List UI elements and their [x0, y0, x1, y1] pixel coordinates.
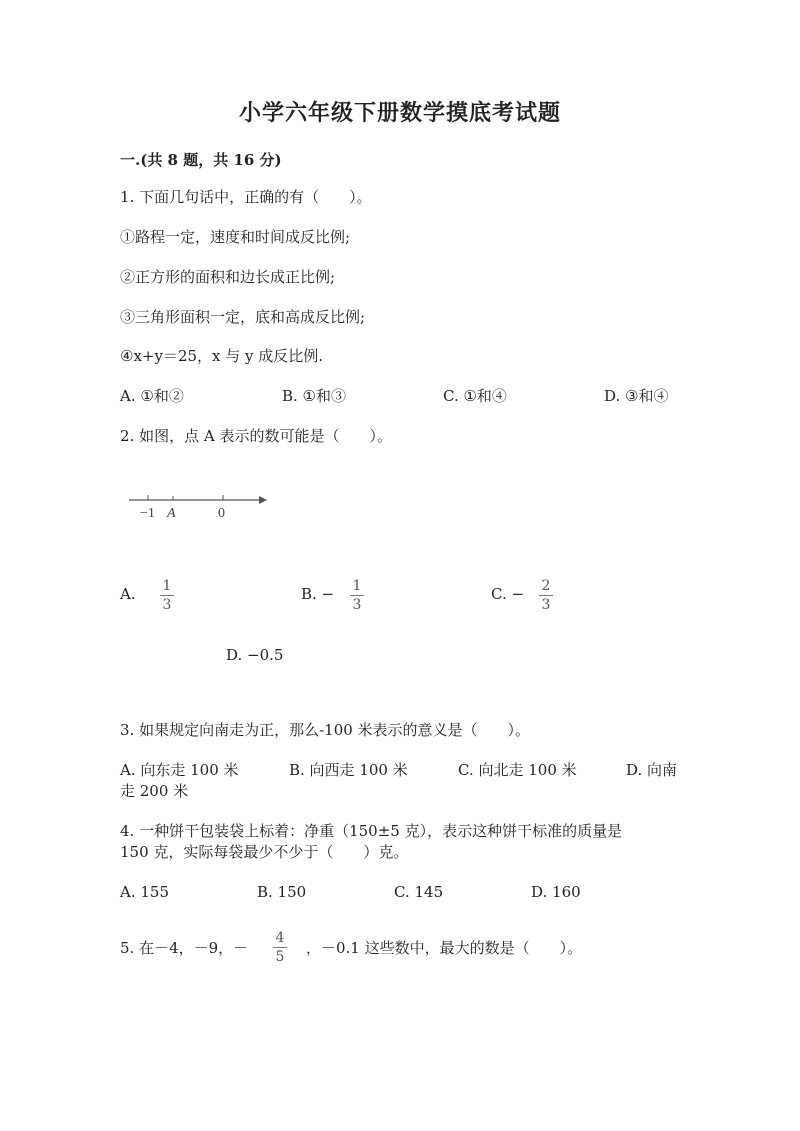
q5-fraction	[273, 930, 287, 965]
fraction-denominator: 5	[275, 949, 285, 965]
q2-option-c-label[interactable]: C. −	[491, 585, 525, 603]
label-a: A	[167, 506, 176, 521]
q1-statement-1: ①路程一定，速度和时间成反比例;	[120, 228, 351, 246]
label-zero: 0	[218, 506, 225, 521]
q1-option-c[interactable]: C. ①和④	[443, 387, 507, 405]
q4-stem-line2: 150 克，实际每袋最少不少于（ ）克。	[120, 843, 409, 861]
q2-option-b-fraction	[350, 578, 364, 613]
q3-option-d[interactable]: D. 向南	[626, 761, 678, 779]
q1-option-a[interactable]: A. ①和②	[120, 387, 184, 405]
fraction-numerator: 4	[275, 930, 285, 946]
q1-statement-3: ③三角形面积一定，底和高成反比例;	[120, 308, 366, 326]
q1-option-b[interactable]: B. ①和③	[282, 387, 347, 405]
fraction-denominator: 3	[541, 597, 551, 613]
q1-statement-2: ②正方形的面积和边长成正比例;	[120, 268, 336, 286]
q2-option-a-label[interactable]: A.	[120, 585, 136, 603]
q2-option-a-fraction	[160, 578, 174, 613]
q4-option-a[interactable]: A. 155	[120, 883, 169, 901]
q2-option-b-label[interactable]: B. −	[301, 585, 335, 603]
fraction-denominator: 3	[352, 597, 362, 613]
q3-option-d-wrap: 走 200 米	[120, 782, 189, 800]
fraction-numerator: 2	[541, 578, 551, 594]
q2-option-c-fraction	[539, 578, 553, 613]
q2-option-d[interactable]: D. −0.5	[226, 646, 284, 664]
q4-stem-line1: 4. 一种饼干包装袋上标着：净重（150±5 克），表示这种饼干标准的质量是	[120, 822, 623, 840]
fraction-numerator: 1	[162, 578, 172, 594]
q3-stem: 3. 如果规定向南走为正，那么-100 米表示的意义是（ ）。	[120, 721, 531, 739]
section-heading: 一.(共 8 题，共 16 分)	[120, 151, 282, 169]
q2-stem: 2. 如图，点 A 表示的数可能是（ ）。	[120, 427, 392, 445]
q3-option-a[interactable]: A. 向东走 100 米	[120, 761, 239, 779]
q1-statement-4: ④x+y＝25，x 与 y 成反比例.	[120, 347, 324, 365]
q1-option-d[interactable]: D. ③和④	[604, 387, 669, 405]
q4-option-c[interactable]: C. 145	[394, 883, 444, 901]
number-line-arrow-icon	[259, 496, 267, 504]
number-line-figure	[125, 490, 275, 525]
label-minus-one: −1	[140, 506, 155, 521]
q3-option-c[interactable]: C. 向北走 100 米	[458, 761, 577, 779]
q3-option-b[interactable]: B. 向西走 100 米	[289, 761, 408, 779]
q4-option-d[interactable]: D. 160	[531, 883, 581, 901]
q4-option-b[interactable]: B. 150	[257, 883, 307, 901]
q5-stem-post: ，－0.1 这些数中，最大的数是（ ）。	[306, 939, 583, 957]
page-title: 小学六年级下册数学摸底考试题	[238, 100, 561, 126]
fraction-numerator: 1	[352, 578, 362, 594]
q5-stem-pre: 5. 在－4，－9，－	[120, 939, 249, 957]
fraction-denominator: 3	[162, 597, 172, 613]
q1-stem: 1. 下面几句话中，正确的有（ ）。	[120, 188, 372, 206]
